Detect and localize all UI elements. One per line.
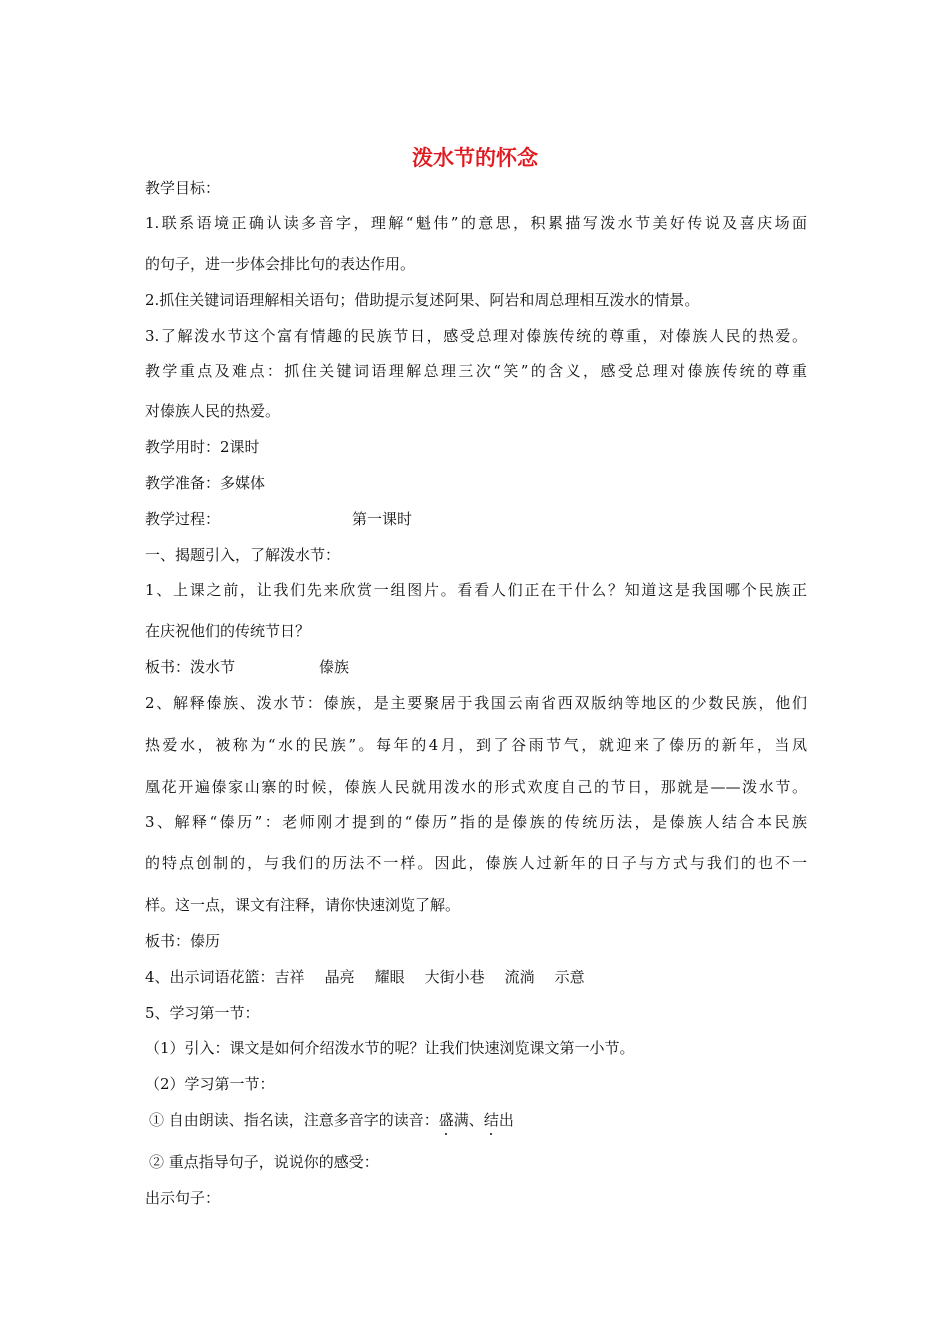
step-3-line-2: 的特点创制的，与我们的历法不一样。因此，傣族人过新年的日子与方式与我们的也不一 (145, 854, 807, 872)
word-2: 晶亮 (324, 968, 355, 986)
polyphone-sheng-rest: 满、 (453, 1111, 484, 1129)
step-1-line-1: 1、上课之前，让我们先来欣赏一组图片。看看人们正在干什么？知道这是我国哪个民族正 (145, 581, 807, 599)
teaching-prep: 教学准备：多媒体 (145, 474, 266, 492)
step-5-heading: 5、学习第一节： (145, 1004, 260, 1022)
step-3-line-1: 3、解释“傣历”：老师刚才提到的“傣历”指的是傣族的传统历法，是傣族人结合本民族 (145, 813, 807, 831)
objective-1-line-2: 的句子，进一步体会排比句的表达作用。 (145, 255, 416, 273)
step-1-line-2: 在庆祝他们的传统节日？ (145, 622, 311, 640)
step-3-line-3: 样。这一点，课文有注释，请你快速浏览了解。 (145, 896, 461, 914)
word-basket-line (145, 967, 585, 987)
objective-2: 2.抓住关键词语理解相关语句；借助提示复述阿果、阿岩和周总理相互泼水的情景。 (145, 291, 700, 309)
section-1-heading: 一、揭题引入，了解泼水节： (145, 546, 341, 564)
step-2-line-1: 2、解释傣族、泼水节：傣族，是主要聚居于我国云南省西双版纳等地区的少数民族，他们 (145, 694, 807, 712)
objectives-heading: 教学目标： (145, 179, 221, 197)
word-5: 流淌 (504, 968, 535, 986)
circle-item-1-text: ① 自由朗读、指名读，注意多音字的读音： (149, 1111, 439, 1129)
key-points-line-1: 教学重点及难点：抓住关键词语理解总理三次“笑”的含义，感受总理对傣族传统的尊重 (145, 362, 807, 380)
step-2-line-2: 热爱水，被称为“水的民族”。每年的4月，到了谷雨节气，就迎来了傣历的新年，当凤 (145, 736, 807, 754)
board-note-1-extra: 傣族 (319, 658, 350, 676)
word-6: 示意 (554, 968, 585, 986)
process-label: 教学过程： (145, 510, 221, 528)
process-line (145, 509, 412, 529)
board-note-1-text: 板书：泼水节 (145, 658, 236, 676)
circle-item-2: ② 重点指导句子，说说你的感受： (149, 1153, 379, 1171)
lesson-label: 第一课时 (352, 510, 413, 528)
word-basket-label: 4、出示词语花篮： (145, 968, 275, 986)
polyphone-sheng: 盛 (438, 1111, 454, 1129)
polyphone-jie-rest: 出 (498, 1111, 514, 1129)
objective-3: 3.了解泼水节这个富有情趣的民族节日，感受总理对傣族传统的尊重，对傣族人民的热爱。 (145, 327, 807, 345)
word-3: 耀眼 (374, 968, 405, 986)
step-2-line-3: 凰花开遍傣家山寨的时候，傣族人民就用泼水的形式欢度自己的节日，那就是——泼水节。 (145, 778, 807, 796)
word-1: 吉祥 (274, 968, 305, 986)
word-4: 大街小巷 (424, 968, 485, 986)
step-5-study: （2）学习第一节： (145, 1075, 275, 1093)
objective-1-line-1: 1.联系语境正确认读多音字，理解“魁伟”的意思，积累描写泼水节美好传说及喜庆场面 (145, 214, 807, 232)
circle-item-1 (149, 1110, 514, 1130)
board-note-2: 板书：傣历 (145, 932, 221, 950)
teaching-time: 教学用时：2课时 (145, 438, 260, 456)
document-title: 泼水节的怀念 (412, 146, 538, 170)
step-5-intro: （1）引入：课文是如何介绍泼水节的呢？让我们快速浏览课文第一小节。 (145, 1039, 635, 1057)
polyphone-jie: 结 (483, 1111, 499, 1129)
key-points-line-2: 对傣族人民的热爱。 (145, 402, 281, 420)
show-sentence: 出示句子： (145, 1189, 221, 1207)
board-note-1 (145, 657, 349, 677)
